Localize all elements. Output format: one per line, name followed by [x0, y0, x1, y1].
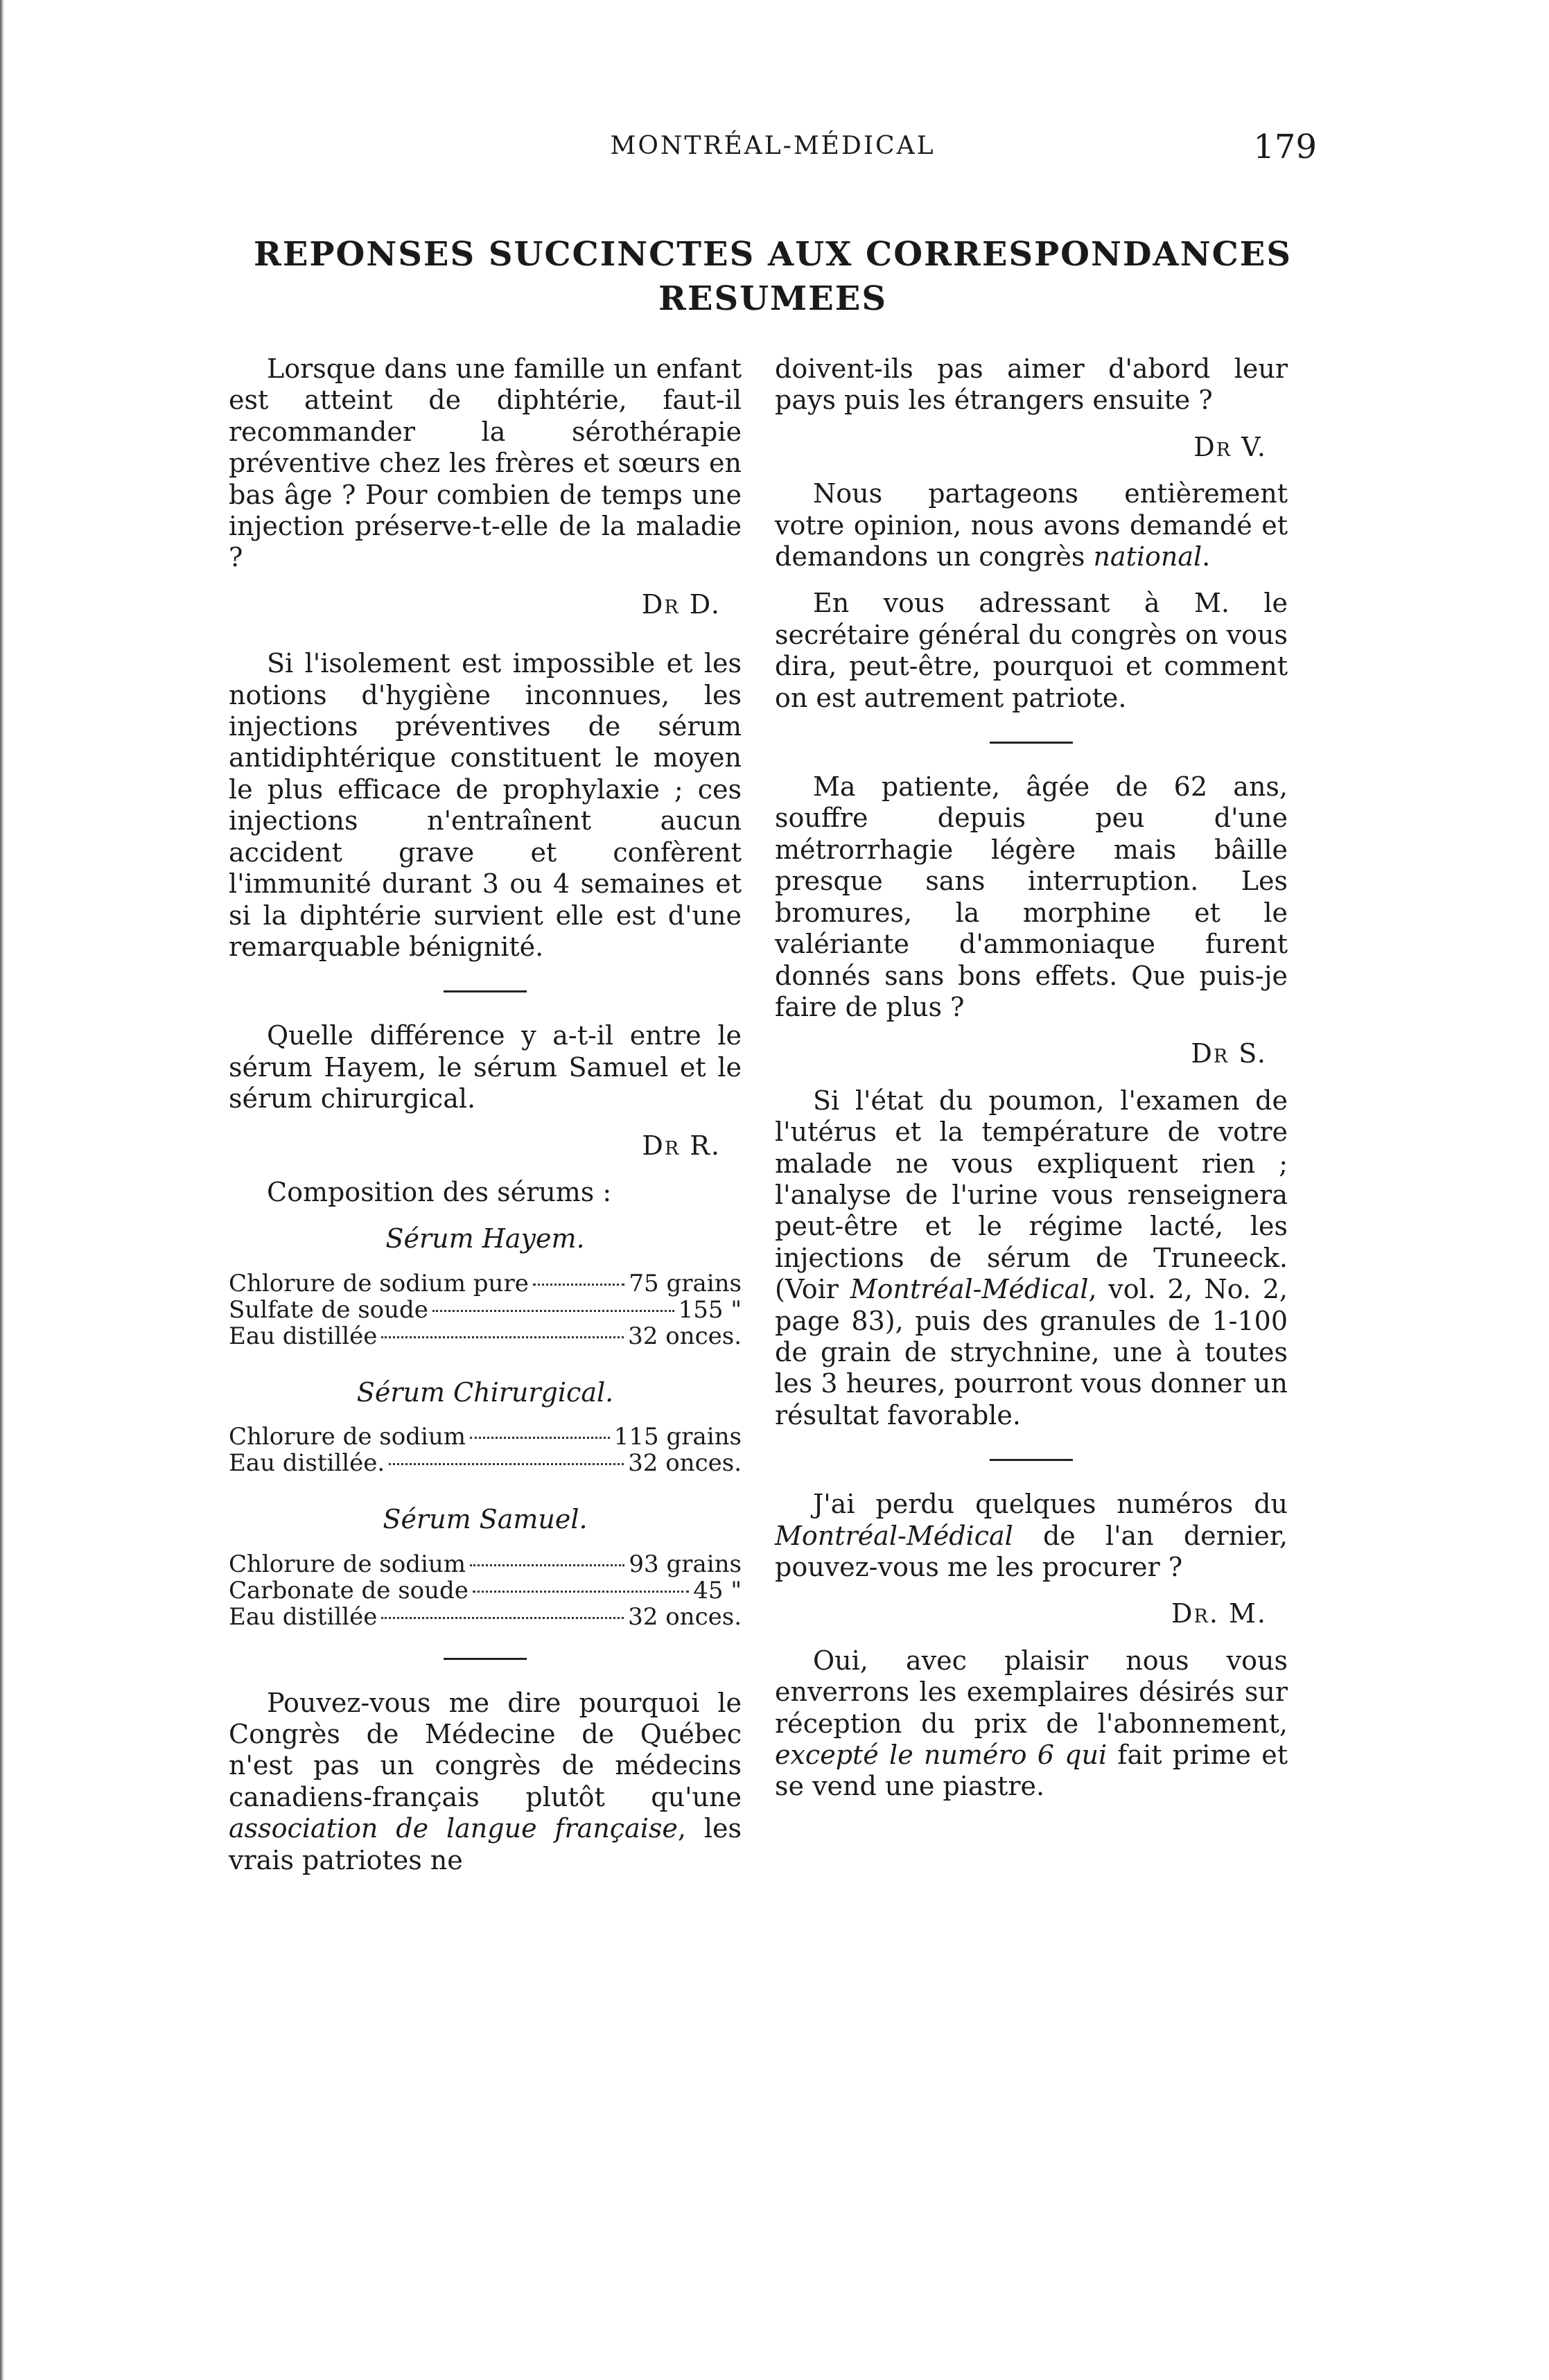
serum-chirurgical-title: Sérum Chirurgical. [356, 1376, 614, 1408]
italic-journal-name: Montréal-Médical [850, 1274, 1089, 1305]
title-line-1: REPONSES SUCCINCTES AUX CORRESPONDANCES [253, 235, 1293, 274]
ingredient-amount: 75 grains [629, 1269, 742, 1297]
formula-row [229, 1577, 742, 1604]
question-4: Ma patiente, âgée de 62 ans, souffre depuis peu d'une métrorrhagie légère mais bâille presque sans interruption. Les bromures, la morphine et le valériante d'ammoniaque furent donnés sans bons effets. Que puis-je faire de plus ? [775, 771, 1288, 1022]
ingredient-amount: 93 grains [629, 1550, 742, 1578]
ingredient-name: Chlorure de sodium pure [229, 1269, 529, 1297]
italic-journal-name: Montréal-Médical [775, 1520, 1013, 1551]
serum-samuel-title: Sérum Samuel. [383, 1504, 588, 1535]
answer-1: Si l'isolement est impossible et les notions d'hygiène inconnues, les injections préventives de sérum antidiphtérique constituent le moyen le plus efficace de prophylaxie ; ces injections n'entraînent aucun accident grave et confèrent l'immunité durant 3 ou 4 semaines et si la diphtérie survient elle est d'une remarquable bénignité. [229, 648, 742, 962]
question-3-continued: doivent-ils pas aimer d'abord leur pays puis les étrangers ensuite ? [775, 353, 1288, 416]
serum-hayem-title: Sérum Hayem. [385, 1223, 585, 1254]
formula-row [229, 1270, 742, 1297]
page-number: 179 [1253, 128, 1317, 166]
question-2: Quelle différence y a-t-il entre le sérum Hayem, le sérum Samuel et le sérum chirurgical. [229, 1020, 742, 1114]
left-column [229, 353, 742, 1876]
composition-label: Composition des sérums : [267, 1176, 612, 1207]
italic-word: national [1093, 541, 1202, 572]
formula-row [229, 1424, 742, 1450]
ingredient-name: Carbonate de soude [229, 1576, 469, 1604]
ingredient-name: Chlorure de sodium [229, 1550, 466, 1578]
answer-3-part-2: En vous adressant à M. le secrétaire général du congrès on vous dira, peut-être, pourquoi et comment on est autrement patriote. [775, 588, 1288, 713]
title-line-2: RESUMEES [658, 279, 887, 318]
question-3: Pouvez-vous me dire pourquoi le Congrès de Médecine de Québec n'est pas un congrès de médecins canadiens-français plutôt qu'une association de langue française, les vrais patriotes ne [229, 1687, 742, 1875]
signature-dr-s: Dr S. [1191, 1038, 1267, 1069]
formula-row [229, 1450, 742, 1476]
ingredient-name: Eau distillée [229, 1602, 378, 1631]
ingredient-name: Eau distillée [229, 1322, 378, 1350]
serum-hayem-formula [229, 1270, 742, 1349]
article-title [229, 232, 1317, 321]
ingredient-name: Chlorure de sodium [229, 1423, 466, 1451]
answer-4: Si l'état du poumon, l'examen de l'utérus et la température de votre malade ne vous expliquent rien ; l'analyse de l'urine vous renseignera peut-être et le régime lacté, les injections de sérum de Truneeck. (Voir Montréal-Médical, vol. 2, No. 2, page 83), puis des granules de 1-100 de grain de strychnine, une à toutes les 3 heures, pourront vous donner un résultat favorable. [775, 1085, 1288, 1430]
running-title: MONTRÉAL-MÉDICAL [610, 132, 936, 160]
serum-samuel-formula [229, 1551, 742, 1630]
signature-dr-d: Dr D. [641, 588, 721, 620]
scan-edge [0, 0, 4, 2380]
formula-row [229, 1297, 742, 1323]
running-head [229, 128, 1317, 173]
signature-dr-m: Dr. M. [1171, 1598, 1267, 1629]
italic-phrase: excepté le numéro 6 qui [775, 1740, 1108, 1771]
answer-5: Oui, avec plaisir nous vous enverrons les exemplaires désirés sur réception du prix de l'abonnement, excepté le numéro 6 qui fait prime et se vend une piastre. [775, 1645, 1288, 1802]
signature-dr-v: Dr V. [1193, 431, 1267, 462]
ingredient-name: Sulfate de soude [229, 1295, 428, 1324]
ingredient-amount: 155 " [678, 1295, 742, 1324]
ingredient-amount: 32 onces. [628, 1602, 742, 1631]
ingredient-amount: 32 onces. [628, 1322, 742, 1350]
ingredient-amount: 115 grains [613, 1423, 742, 1451]
question-5: J'ai perdu quelques numéros du Montréal-Médical de l'an dernier, pouvez-vous me les procurer ? [775, 1489, 1288, 1582]
formula-row [229, 1323, 742, 1349]
answer-3: Nous partageons entièrement votre opinion, nous avons demandé et demandons un congrès national. [775, 478, 1288, 572]
ingredient-amount: 32 onces. [628, 1449, 742, 1478]
signature-dr-r: Dr R. [642, 1130, 721, 1161]
right-column [775, 353, 1288, 1803]
formula-row [229, 1604, 742, 1630]
question-1: Lorsque dans une famille un enfant est atteint de diphtérie, faut-il recommander la sérothérapie préventive chez les frères et sœurs en bas âge ? Pour combien de temps une injection préserve-t-elle de la maladie ? [229, 353, 742, 573]
italic-phrase: association de langue française [229, 1813, 678, 1844]
ingredient-name: Eau distillée. [229, 1449, 385, 1478]
serum-chirurgical-formula [229, 1424, 742, 1476]
formula-row [229, 1551, 742, 1577]
ingredient-amount: 45 " [693, 1576, 742, 1604]
